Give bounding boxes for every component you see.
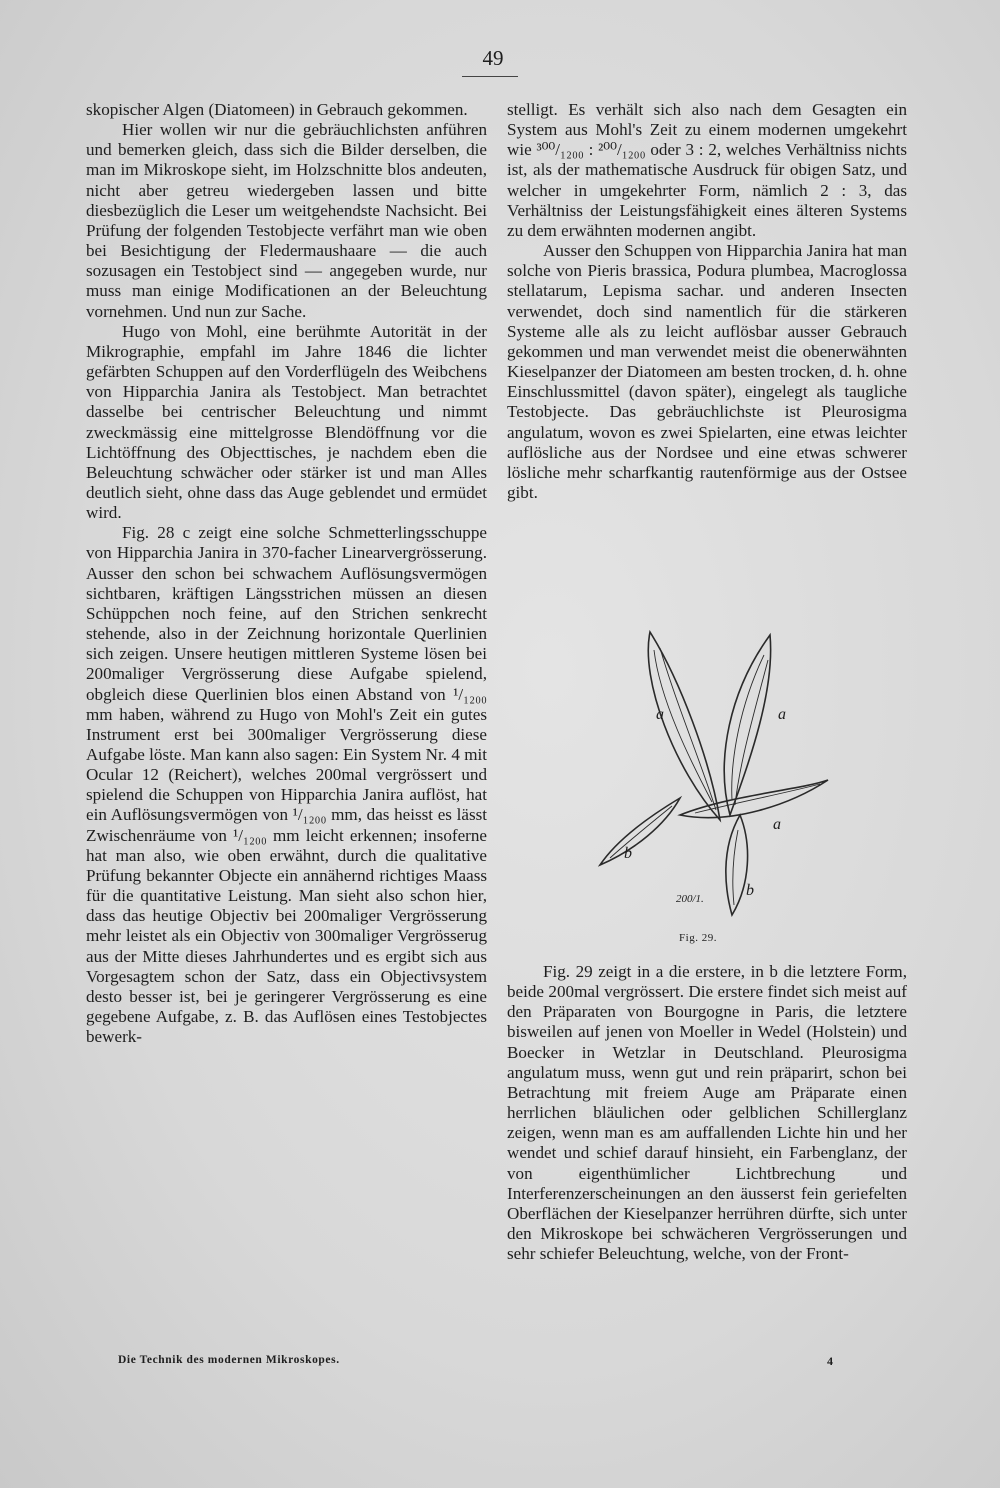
right-paragraph-3: Fig. 29 zeigt in a die erstere, in b die letztere Form, beide 200mal vergrössert. Die erstere findet sich meist auf den Präparaten von Bourgogne in Paris, die letztere bisweilen auf jenen von Moeller in Wedel (Holstein) und Boecker in Wetzlar in Deutschland. Pleurosigma angulatum muss, wenn gut und rein präparirt, schon bei Betrachtung mit freiem Auge am Präparate einen herrlichen bläulichen oder gelblichen Schillerglanz zeigen, wenn man es am auffallenden Lichte hin und her wendet und schief darauf hinsieht, ein Farbenglanz, der von eigenthümlicher Lichtbrechung und Interferenzerscheinungen an den äusserst fein geriefelten Oberflächen der Kieselpanzer herrühren dürfte, sich unter den Mikroskope bei schwächeren Vergrösserungen und sehr schiefer Beleuchtung, welche, von der Front-: [507, 962, 907, 1264]
page-number: 49: [482, 46, 504, 70]
diatom-figure: [580, 620, 830, 950]
running-footer-title: Die Technik des modernen Mikroskopes.: [118, 1354, 340, 1366]
left-paragraph-3: Hugo von Mohl, eine berühmte Autorität in der Mikrographie, empfahl im Jahre 1846 die lichter gefärbten Schuppen auf den Vorderflügeln des Weibchens von Hipparchia Janira als Testobject. Man betrachtet dasselbe bei centrischer Beleuchtung und nimmt zweckmässig eine mittelgrosse Blendöffnung vor die Lichtöffnung des Objecttisches, je nachdem eben die Beleuchtung schwächer oder stärker ist und man Alles deutlich sieht, ohne dass das Auge geblendet und ermüdet wird.: [86, 321, 487, 523]
page-number-rule: [462, 76, 518, 77]
figure-label-a-right: a: [778, 706, 786, 723]
left-column: [86, 100, 487, 1047]
figure-label-a-left: a: [656, 706, 664, 723]
figure-caption: Fig. 29.: [679, 932, 717, 944]
diatom-a-upper-right: [724, 635, 770, 815]
left-paragraph-2: Hier wollen wir nur die gebräuchlichsten anführen und bemerken gleich, dass sich die Bilder derselben, die man im Mikroskope sieht, im Holzschnitte blos andeuten, nicht aber getreu wiedergeben lassen und bitte diesbezüglich die Leser um weitgehendste Nachsicht. Bei Prüfung der folgenden Testobjecte verfährt man wie oben bei Besichtigung der Fledermaushaare — die auch sozusagen ein Testobject sind — angegeben wurde, nur muss man einige Modificationen an der Beleuchtung vornehmen. Und nun zur Sache.: [86, 120, 487, 321]
right-column-bottom: [507, 962, 907, 1264]
diatom-a-upper-left: [648, 632, 720, 820]
figure-label-b-lower: b: [746, 882, 754, 899]
figure-label-a-middle: a: [773, 816, 781, 833]
signature-mark: 4: [827, 1354, 833, 1368]
left-paragraph-4: Fig. 28 c zeigt eine solche Schmetterlingsschuppe von Hipparchia Janira in 370-facher Linearvergrösserung. Ausser den schon bei schwachem Auflösungsvermögen sichtbaren, kräftigen Längsstrichen müssen an diesen Schüppchen noch feine, auf den Strichen senkrecht stehende, also in der Zeichnung horizontale Querlinien sich zeigen. Unsere heutigen mittleren Systeme lösen bei 200maliger Vergrösserung diese Aufgabe spielend, obgleich diese Querlinien blos einen Abstand von ¹/₁₂₀₀ mm haben, während zu Hugo von Mohl's Zeit ein gutes Instrument erst bei 300maliger Vergrösserung diese Aufgabe löste. Man kann also sagen: Ein System Nr. 4 mit Ocular 12 (Reichert), welches 200mal vergrössert und spielend die Schuppen von Hipparchia Janira auflöst, hat ein Auflösungsvermögen von ¹/₁₂₀₀ mm, das heisst es lässt Zwischenräume von ¹/₁₂₀₀ mm leicht erkennen; insoferne hat man also, wie oben erwähnt, durch die qualitative Prüfung bekannter Objecte ein annähernd richtiges Maass für die quantitative Leistung. Man sieht also schon hier, dass das heutige Objectiv bei 200maliger Vergrösserung mehr leistet als ein Objectiv von 300maliger Vergrösserug aus der Mitte dieses Jahrhundertes und es ergibt sich aus Vorgesagtem schon der Satz, dass ein Objectivsystem desto besser ist, bei je geringerer Vergrösserung es eine gegebene Aufgabe, z. B. das Auflösen eines Testobjectes bewerk-: [86, 523, 487, 1047]
diatom-b-left: [600, 798, 680, 865]
diatom-b-lower: [726, 815, 748, 915]
figure-scale-label: 200/1.: [676, 893, 704, 905]
right-paragraph-2: Ausser den Schuppen von Hipparchia Janira hat man solche von Pieris brassica, Podura plumbea, Macroglossa stellatarum, Lepisma sachar. und anderen Insecten verwendet, doch sind namentlich für die stärkeren Systeme alle als zu leicht auflösbar ausser Gebrauch gekommen und man verwendet meist die obenerwähnten Kieselpanzer der Diatomeen am besten trocken, d. h. ohne Einschlussmittel (davon später), eingelegt als taugliche Testobjecte. Das gebräuchlichste ist Pleurosigma angulatum, wovon es zwei Spielarten, eine etwas leichter auflösliche aus der Nordsee und eine etwas schwerer lösliche mehr scharfkantig rautenförmige aus der Ostsee gibt.: [507, 241, 907, 502]
diatom-illustration: [580, 620, 830, 950]
figure-label-b-left: b: [624, 845, 632, 862]
right-column-top: [507, 100, 907, 503]
left-paragraph-1: skopischer Algen (Diatomeen) in Gebrauch gekommen.: [86, 100, 468, 119]
right-paragraph-1: stelligt. Es verhält sich also nach dem Gesagten ein System aus Mohl's Zeit zu einem modernen umgekehrt wie ³⁰⁰/₁₂₀₀ : ²⁰⁰/₁₂₀₀ oder 3 : 2, welches Verhältniss nichts ist, als der mathematische Ausdruck für obigen Satz, und welcher in umgekehrter Form, nämlich 2 : 3, das Verhältniss der Leistungsfähigkeit eines älteren Systems zu dem erwähnten modernen angibt.: [507, 100, 907, 240]
